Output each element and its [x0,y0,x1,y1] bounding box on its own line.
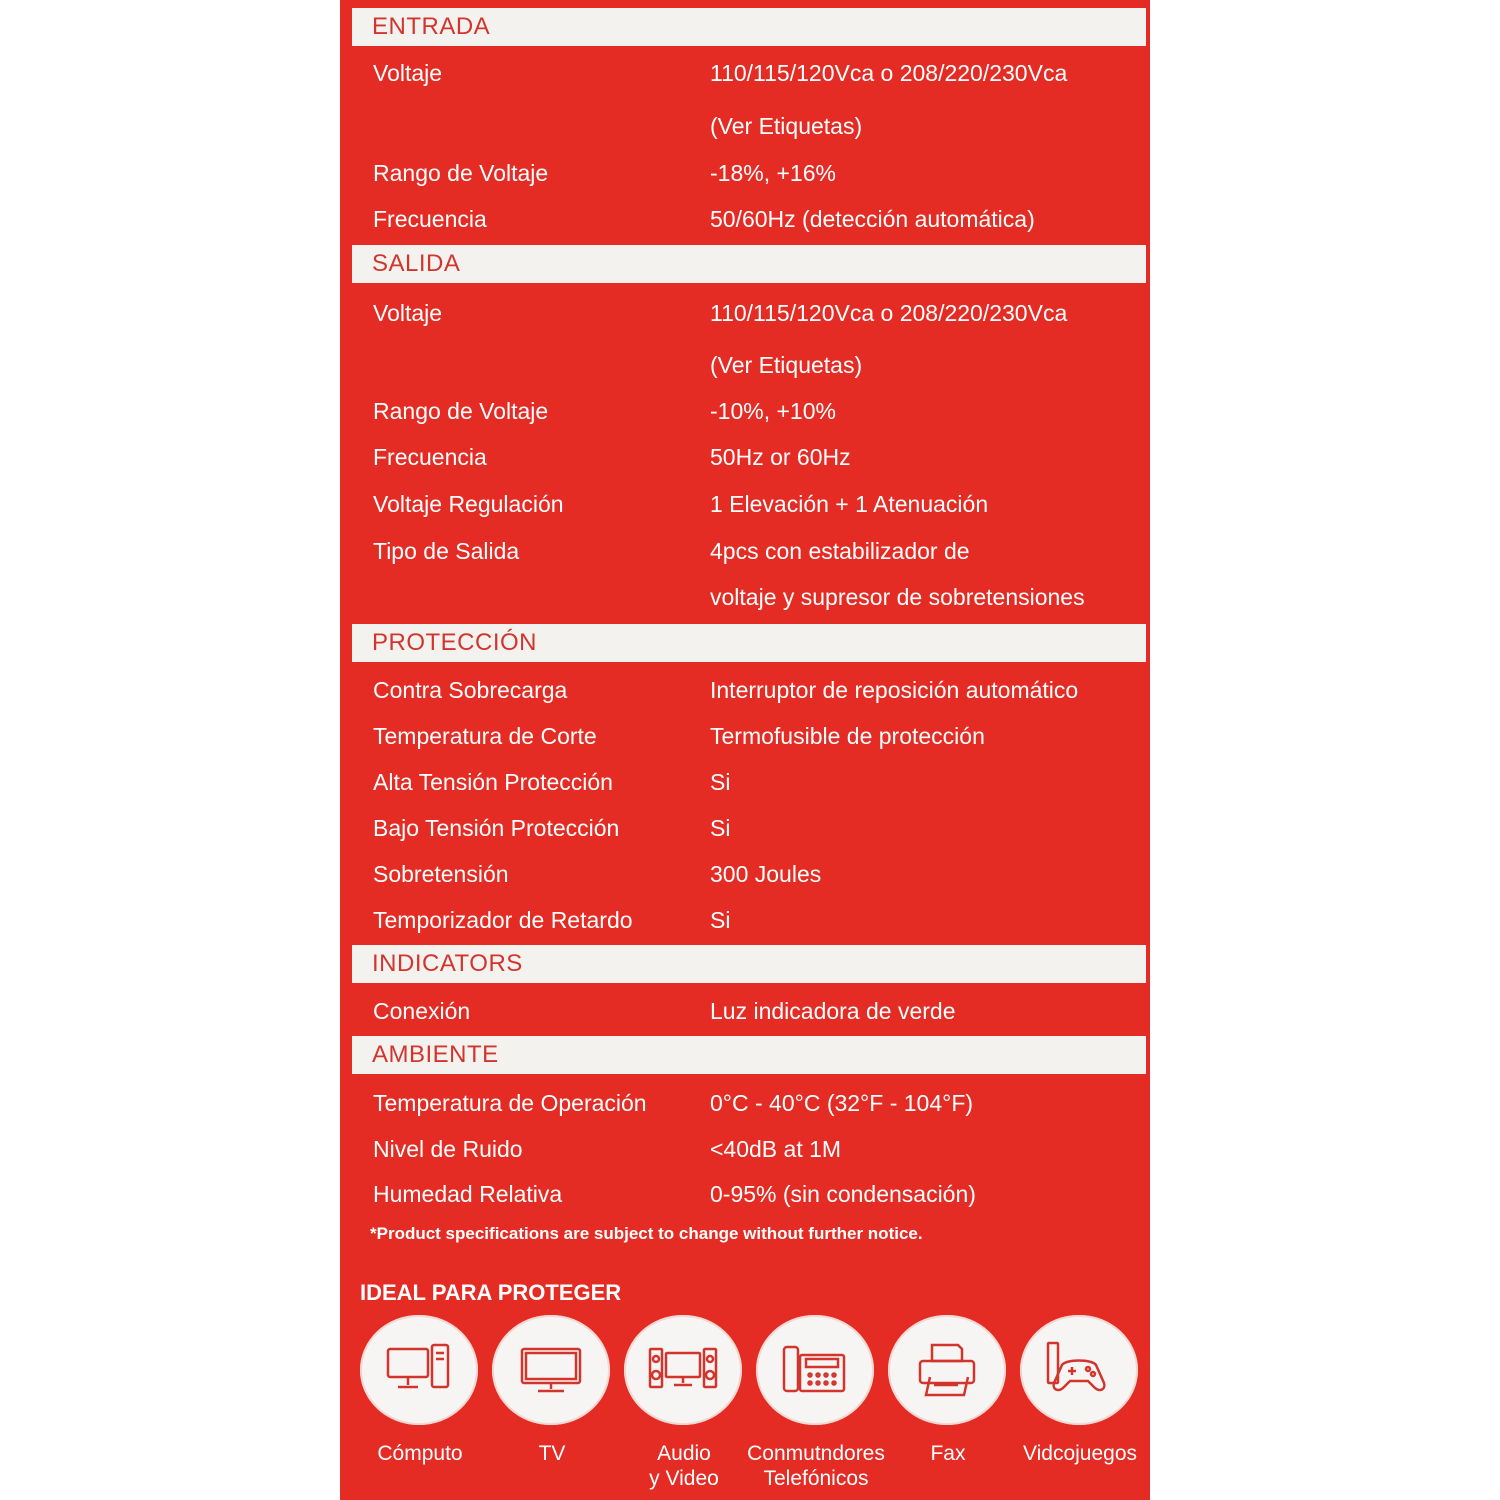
spec-label: Voltaje [373,300,443,326]
device-label: Audio y Video [649,1442,719,1490]
spec-value: 110/115/120Vca o 208/220/230Vca [710,60,1068,86]
ideal-title: IDEAL PARA PROTEGER [360,1280,622,1305]
spec-row [340,1136,1150,1176]
spec-value: 1 Elevación + 1 Atenuación [710,491,989,517]
device-label: TV [538,1442,566,1465]
spec-row [340,723,1150,763]
spec-value: 300 Joules [710,861,822,887]
spec-row [340,60,1150,100]
spec-row [340,815,1150,855]
spec-label: Tipo de Salida [373,538,520,564]
tv-icon [492,1315,610,1425]
spec-label: Rango de Voltaje [373,160,549,186]
spec-row [340,300,1150,340]
device-label: Fax [930,1442,966,1465]
spec-row [340,160,1150,200]
spec-value: 0°C - 40°C (32°F - 104°F) [710,1090,974,1116]
spec-value: Interruptor de reposición automático [710,677,1079,703]
spec-label: Temperatura de Corte [373,723,597,749]
spec-label: Alta Tensión Protección [373,769,613,795]
spec-row [340,491,1150,531]
spec-value: Si [710,769,731,795]
spec-panel [340,0,1150,1500]
gamepad-icon [1020,1315,1138,1425]
spec-label: Voltaje [373,60,443,86]
spec-label: Bajo Tensión Protección [373,815,620,841]
spec-row [340,861,1150,901]
spec-row [340,998,1150,1038]
section-header-salida: SALIDA [352,245,1146,283]
spec-label: Voltaje Regulación [373,491,564,517]
spec-value-continued: voltaje y supresor de sobretensiones [710,584,1085,610]
disclaimer-note: *Product specifications are subject to change without further notice. [370,1224,923,1243]
spec-value: 50/60Hz (detección automática) [710,206,1035,232]
section-header-indicators: INDICATORS [352,945,1146,983]
fax-icon [888,1315,1006,1425]
section-header-proteccion: PROTECCIÓN [352,624,1146,662]
spec-row [340,206,1150,246]
spec-value: 110/115/120Vca o 208/220/230Vca [710,300,1068,326]
device-item-computo [354,1315,486,1500]
spec-row [340,677,1150,717]
spec-label: Conexión [373,998,471,1024]
spec-value: Termofusible de protección [710,723,985,749]
device-item-fax [882,1315,1014,1500]
spec-value: 4pcs con estabilizador de [710,538,970,564]
device-item-telefonos [747,1315,885,1500]
telephone-icon [756,1315,874,1425]
section-header-entrada: ENTRADA [352,8,1146,46]
device-item-videojuegos [1014,1315,1146,1500]
spec-row [340,1181,1150,1221]
spec-value: Luz indicadora de verde [710,998,956,1024]
spec-value: 0-95% (sin condensación) [710,1181,976,1207]
spec-label: Humedad Relativa [373,1181,563,1207]
device-label: Conmutndores Telefónicos [747,1442,885,1490]
spec-value: 50Hz or 60Hz [710,444,851,470]
spec-value: -10%, +10% [710,398,836,424]
spec-label: Rango de Voltaje [373,398,549,424]
spec-row [340,444,1150,484]
spec-row [340,907,1150,947]
spec-label: Temporizador de Retardo [373,907,633,933]
spec-value-continued: (Ver Etiquetas) [710,113,863,139]
audio-video-icon [624,1315,742,1425]
spec-value: Si [710,907,731,933]
spec-row [340,398,1150,438]
spec-label: Frecuencia [373,206,487,232]
spec-row [340,769,1150,809]
device-label: Vidcojuegos [1022,1442,1138,1465]
section-header-ambiente: AMBIENTE [352,1036,1146,1074]
spec-label: Frecuencia [373,444,487,470]
device-label: Cómputo [377,1442,463,1465]
computer-icon [360,1315,478,1425]
spec-label: Contra Sobrecarga [373,677,568,703]
spec-value-continued: (Ver Etiquetas) [710,352,863,378]
spec-value: <40dB at 1M [710,1136,842,1162]
spec-label: Temperatura de Operación [373,1090,647,1116]
spec-value: Si [710,815,731,841]
spec-value: -18%, +16% [710,160,836,186]
spec-row [340,538,1150,578]
spec-row [340,1090,1150,1130]
spec-label: Sobretensión [373,861,509,887]
spec-label: Nivel de Ruido [373,1136,523,1162]
